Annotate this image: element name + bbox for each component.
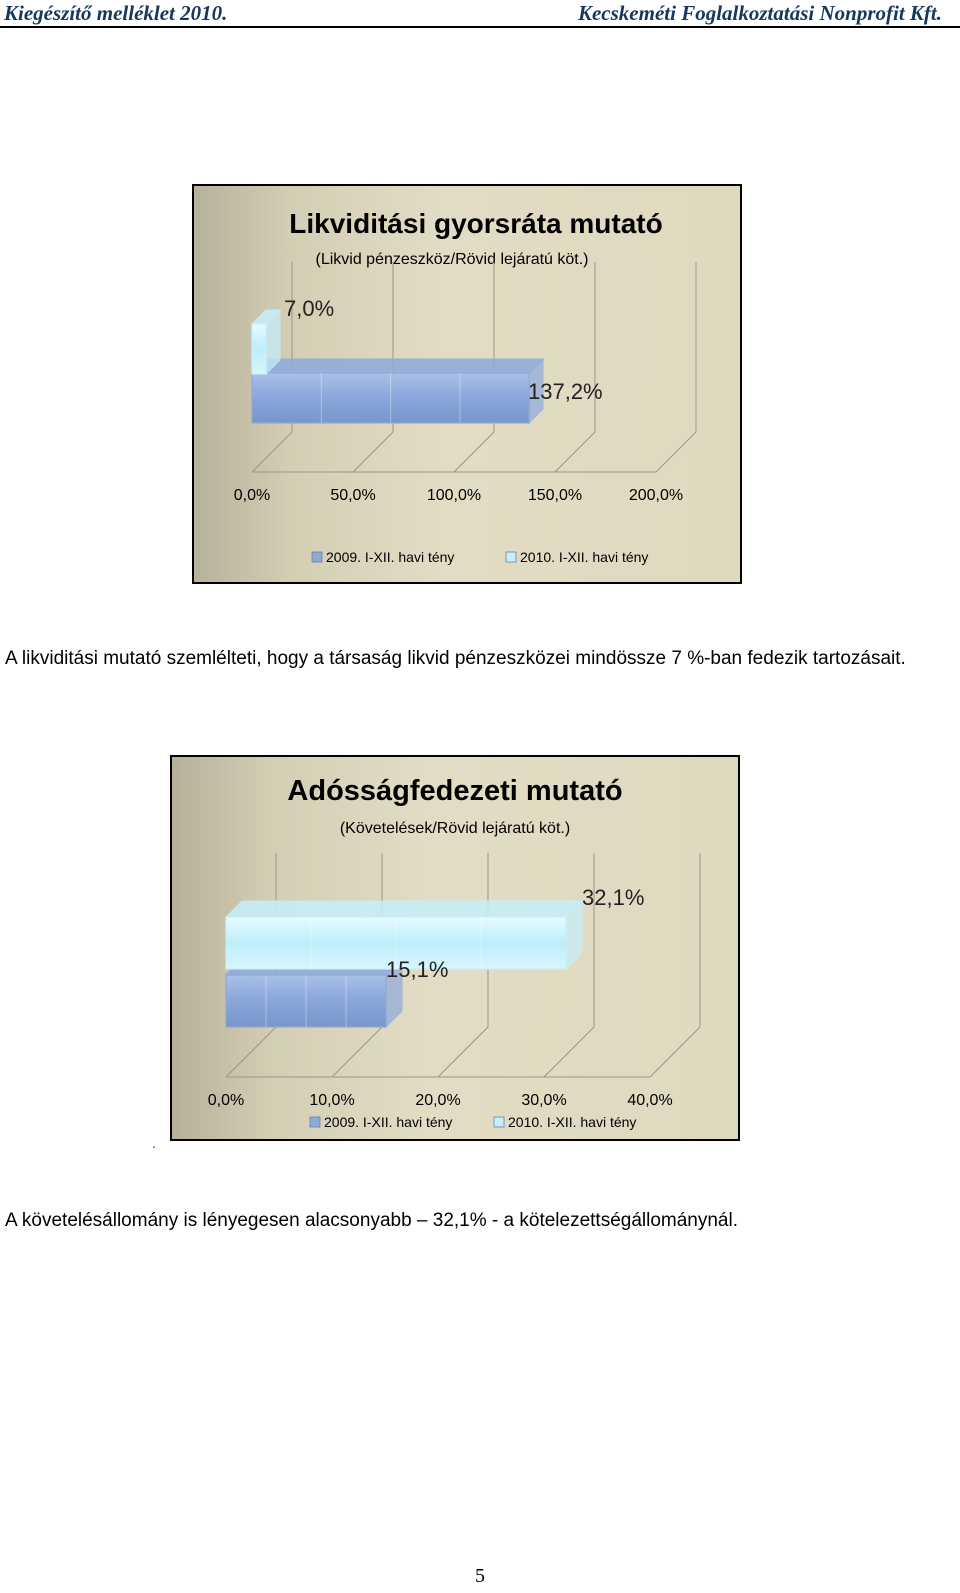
legend-swatch (506, 552, 516, 562)
gridline (650, 853, 700, 1077)
gridline (656, 262, 696, 472)
x-tick-label: 0,0% (233, 487, 271, 504)
bar-2010 (252, 310, 280, 374)
chart2-subtitle: (Követelések/Rövid lejáratú köt.) (339, 820, 571, 837)
value-label-2010: 7,0% (284, 296, 335, 321)
x-tick-label: 20,0% (415, 1092, 461, 1109)
page-number: 5 (475, 1565, 485, 1587)
header-right-text: Kecskeméti Foglalkoztatási Nonprofit Kft. (577, 1, 942, 25)
chart2-title: Adósságfedezeti mutató (287, 775, 623, 807)
legend-swatch (494, 1117, 504, 1127)
value-label-2010: 32,1% (582, 885, 645, 910)
bar-2009 (252, 359, 543, 423)
paragraph-receivables: A követelésállomány is lényegesen alacsonyabb – 32,1% - a kötelezettségállománynál. (5, 1210, 739, 1231)
header-left-text: Kiegészítő melléklet 2010. (4, 1, 228, 25)
value-label-2009: 137,2% (528, 379, 603, 404)
legend-swatch (312, 552, 322, 562)
legend-label: 2010. I-XII. havi tény (508, 1114, 637, 1130)
gridline (555, 262, 595, 472)
x-tick-label: 40,0% (627, 1092, 673, 1109)
x-tick-label: 50,0% (330, 487, 376, 504)
value-label-2009: 15,1% (386, 957, 449, 982)
paragraph-liquidity: A likviditási mutató szemlélteti, hogy a társaság likvid pénzeszközei mindössze 7 %-ban fedezik tartozásait. (5, 648, 906, 669)
x-tick-label: 10,0% (309, 1092, 355, 1109)
x-tick-label: 150,0% (527, 487, 583, 504)
chart1-title: Likviditási gyorsráta mutató (289, 208, 663, 239)
x-tick-label: 200,0% (628, 487, 684, 504)
page-header (0, 0, 960, 28)
legend-label: 2009. I-XII. havi tény (324, 1114, 453, 1130)
debt-coverage-chart-svg (172, 757, 738, 1139)
liquidity-chart (192, 184, 742, 584)
legend-label: 2010. I-XII. havi tény (520, 549, 649, 565)
x-tick-label: 0,0% (207, 1092, 245, 1109)
x-tick-label: 100,0% (426, 487, 482, 504)
liquidity-chart-svg (194, 186, 740, 582)
stray-dot: . (152, 1135, 156, 1151)
debt-coverage-chart (170, 755, 740, 1141)
legend-label: 2009. I-XII. havi tény (326, 549, 455, 565)
x-tick-label: 30,0% (521, 1092, 567, 1109)
legend-swatch (310, 1117, 320, 1127)
chart1-subtitle: (Likvid pénzeszköz/Rövid lejáratú köt.) (315, 251, 589, 268)
